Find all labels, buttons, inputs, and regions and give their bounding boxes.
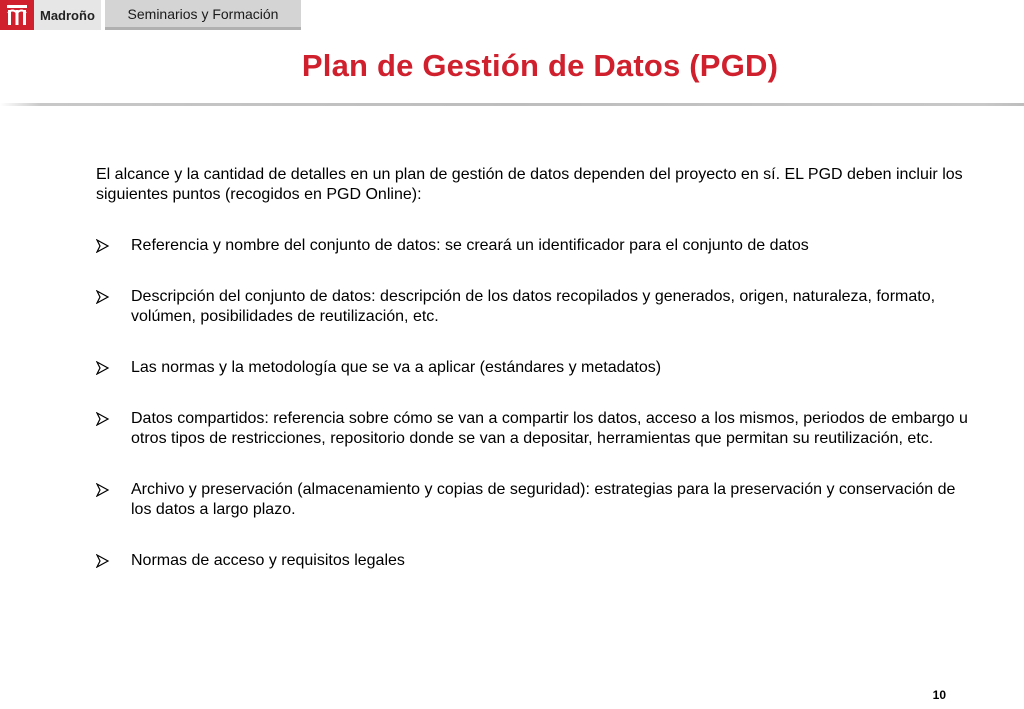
bullet-text: Archivo y preservación (almacenamiento y copias de seguridad): estrategias para la preservación y conservación de los datos a largo plazo. [131,481,956,518]
header-bar [0,0,101,30]
arrow-bullet-icon [96,483,110,497]
arrow-bullet-icon [96,290,110,304]
bullet-item [96,358,976,378]
bullet-text: Datos compartidos: referencia sobre cómo se van a compartir los datos, acceso a los mismos, periodos de embargo u otros tipos de restricciones, repositorio donde se van a depositar, herramientas que permitan su reutilización, etc. [131,410,968,447]
title-divider [0,103,1024,106]
slide-title: Plan de Gestión de Datos (PGD) [301,48,779,83]
logo-text: Madroño [34,0,101,30]
bullet-item [96,551,976,571]
bullet-text: Normas de acceso y requisitos legales [131,552,405,569]
bullet-item [96,236,976,256]
page-number: 10 [932,688,946,702]
bullet-text: Descripción del conjunto de datos: descripción de los datos recopilados y generados, origen, naturaleza, formato, volúmen, posibilidades de reutilización, etc. [131,288,936,325]
bullet-text: Las normas y la metodología que se va a aplicar (estándares y metadatos) [131,359,662,376]
slide-content [96,165,976,602]
arrow-bullet-icon [96,239,110,253]
intro-paragraph: El alcance y la cantidad de detalles en un plan de gestión de datos dependen del proyecto en sí. EL PGD deben incluir los siguientes puntos (recogidos en PGD Online): [96,166,963,203]
arrow-bullet-icon [96,412,110,426]
arrow-bullet-icon [96,361,110,375]
arrow-bullet-icon [96,554,110,568]
bullet-item [96,409,976,449]
section-tab: Seminarios y Formación [105,0,301,30]
bullet-item [96,287,976,327]
madrono-logo-glyph [5,4,29,26]
bullet-text: Referencia y nombre del conjunto de datos: se creará un identificador para el conjunto de datos [131,237,809,254]
bullet-list [96,236,976,571]
bullet-item [96,480,976,520]
madrono-logo-icon [0,0,34,30]
